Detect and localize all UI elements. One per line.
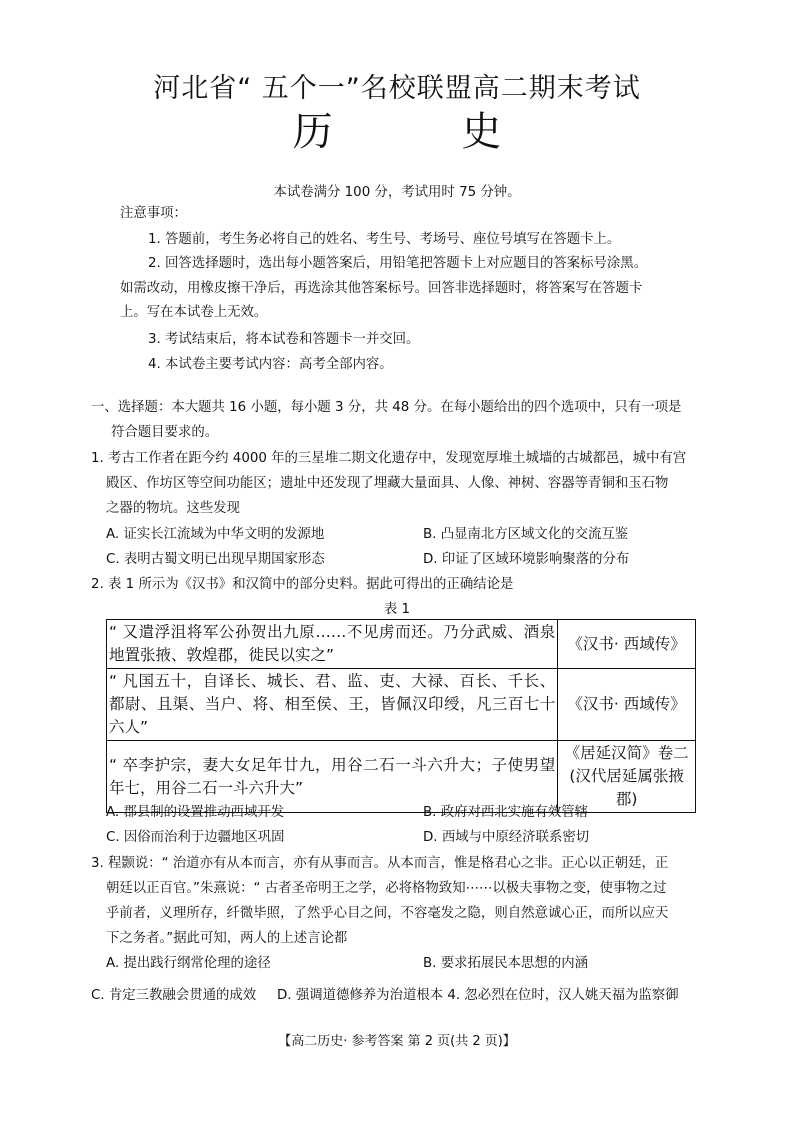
source-table [106,619,696,813]
q3-option-a: A. 提出践行纲常伦理的途径 [106,956,271,971]
section-heading-line2: 符合题目要求的。 [111,425,219,440]
notice-item-2-line3: 上。写在本试卷上无效。 [120,305,268,320]
q2-option-a: A. 郡县制的设置推动西域开发 [106,805,285,820]
notice-item-1: 1. 答题前，考生务必将自己的姓名、考生号、考场号、座位号填写在答题卡上。 [148,232,621,247]
table-row [107,741,696,813]
q3-stem-line4: 下之务者。”据此可知，两人的上述言论都 [106,931,348,946]
table-row [107,669,696,741]
table-caption: 表 1 [383,602,411,617]
notice-item-2-line2: 如需改动，用橡皮擦干净后，再选涂其他答案标号。回答非选择题时，将答案写在答题卡 [120,281,643,296]
table-cell-text: “ 凡国五十，自译长、城长、君、监、吏、大禄、百长、千长、都尉、且渠、当户、将、相至侯、王，皆佩汉印绶，凡三百七十六人” [107,669,558,741]
q2-option-c: C. 因俗而治利于边疆地区巩固 [106,830,285,845]
q1-stem-line3: 之器的物坑。这些发现 [106,501,240,516]
table-cell-source: 《汉书· 西域传》 [558,620,696,669]
exam-title: 河北省“ 五个一”名校联盟高二期末考试 [153,73,641,104]
q1-option-a: A. 证实长江流域为中华文明的发源地 [106,527,325,542]
notice-heading: 注意事项： [120,206,187,221]
q3-stem-line3: 乎前者，义理所存，纤微毕照，了然乎心目之间，不容毫发之隐，则自然意诚心正，而所以应天 [106,906,669,921]
q2-option-b: B. 政府对西北实施有效管辖 [423,805,588,820]
q1-stem-line2: 殿区、作坊区等空间功能区；遗址中还发现了埋藏大量面具、人像、神树、容器等青铜和玉石物 [106,476,669,491]
notice-item-4: 4. 本试卷主要考试内容：高考全部内容。 [148,357,393,372]
page-footer: 【高二历史· 参考答案 第 2 页(共 2 页)】 [278,1034,516,1049]
q3-option-d-and-q4-start: D. 强调道德修养为治道根本 4. 忽必烈在位时，汉人姚天福为监察御 [277,988,679,1003]
table-cell-text: “ 又遣浮沮将军公孙贺出九原……不见虏而还。乃分武威、酒泉地置张掖、敦煌郡，徙民以实之” [107,620,558,669]
q3-option-b: B. 要求拓展民本思想的内涵 [423,956,588,971]
q1-stem-line1: 1. 考古工作者在距今约 4000 年的三星堆二期文化遗存中，发现宽厚堆土城墙的古城都邑，城中有宫 [91,451,687,466]
exam-summary: 本试卷满分 100 分，考试用时 75 分钟。 [273,185,521,200]
table-cell-source: 《居延汉简》卷二(汉代居延属张掖郡) [558,741,696,813]
subject-title: 历 史 [292,109,560,155]
q3-option-c: C. 肯定三教融会贯通的成效 [91,988,257,1003]
q1-option-c: C. 表明古蜀文明已出现早期国家形态 [106,552,325,567]
table-row [107,620,696,669]
q2-stem: 2. 表 1 所示为《汉书》和汉简中的部分史料。据此可得出的正确结论是 [91,577,514,592]
q2-option-d: D. 西域与中原经济联系密切 [423,830,590,845]
q1-option-b: B. 凸显南北方区域文化的交流互鉴 [423,527,629,542]
q3-stem-line1: 3. 程颢说：“ 治道亦有从本而言，亦有从事而言。从本而言，惟是格君心之非。正心以正朝廷，正 [91,856,669,871]
q1-option-d: D. 印证了区域环境影响聚落的分布 [423,552,630,567]
table-cell-source: 《汉书· 西域传》 [558,669,696,741]
notice-item-2-line1: 2. 回答选择题时，选出每小题答案后，用铅笔把答题卡上对应题目的答案标号涂黑。 [148,256,648,271]
q3-stem-line2: 朝廷以正百官。”朱熹说：“ 古者圣帝明王之学，必将格物致知⋯⋯以极夫事物之变，使事物之过 [106,881,667,896]
notice-item-3: 3. 考试结束后，将本试卷和答题卡一并交回。 [148,332,420,347]
section-heading-line1: 一、选择题：本大题共 16 小题，每小题 3 分，共 48 分。在每小题给出的四个选项中，只有一项是 [91,400,682,415]
table-cell-text: “ 卒李护宗，妻大女足年廿九，用谷二石一斗六升大；子使男望年七，用谷二石一斗六升大” [107,741,558,813]
